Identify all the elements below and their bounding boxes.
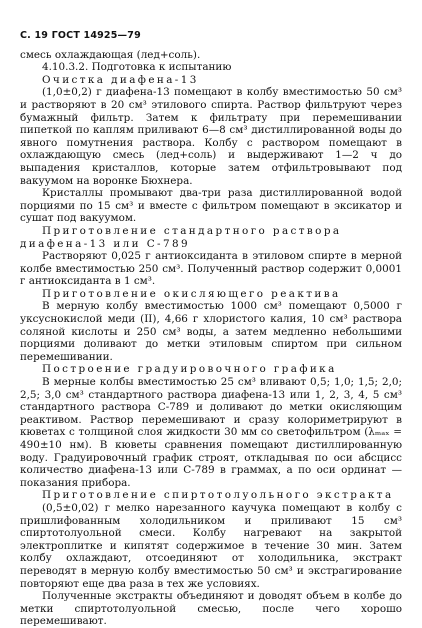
section-heading: Построение градуировочного графика (42, 363, 337, 376)
paragraph: Кристаллы промывают два-три раза дистиллированной водой порциями по 15 см³ и вместе с фильтром помещают в эксикатор и сушат под вакуумом. (20, 187, 402, 225)
paragraph: Растворяют 0,025 г антиоксиданта в этиловом спирте в мерной колбе вместимостью 250 см³. Полученный раствор содержит 0,0001 г антиоксиданта в 1 см³. (20, 250, 402, 288)
page-header: С. 19 ГОСТ 14925—79 (20, 30, 141, 41)
document-body (20, 49, 402, 628)
paragraph: В мерные колбы вместимостью 25 см³ вливают 0,5; 1,0; 1,5; 2,0; 2,5; 3,0 см³ стандартного раствора диафена-13 или 1, 2, 3, 4, 5 см³ стандартного раствора С-789 и доливают до метки окисляющим реактивом. Раствор перемешивают и сразу колориметрируют в кюветах с толщиной слоя жидкости 30 мм со светофильтром (λₘₐₓ = 490±10 нм). В кюветы сравнения помещают дистиллированную воду. Градуировочный график строят, откладывая по оси абсцисс количество диафена-13 или С-789 в граммах, а по оси ординат — показания прибора. (20, 376, 402, 489)
section-heading: Приготовление окисляющего реактива (42, 287, 341, 300)
paragraph: Полученные экстракты объединяют и доводят объем в колбе до метки спиртотолуольной смесью, после чего хорошо перемешивают. (20, 590, 402, 628)
paragraph: 4.10.3.2. Подготовка к испытанию (42, 61, 232, 74)
section-heading: Приготовление стандартного раствора диафена-13 или С-789 (20, 224, 342, 250)
section-heading: Приготовление спиртотолуольного экстракта (42, 489, 394, 502)
paragraph: В мерную колбу вместимостью 1000 см³ помещают 0,5000 г уксуснокислой меди (II), 4,66 г хлористого калия, 10 см³ раствора соляной кислоты и 250 см³ воды, а затем медленно небольшими порциями доливают до метки этиловым спиртом при сильном перемешивании. (20, 300, 402, 363)
paragraph: (1,0±0,2) г диафена-13 помещают в колбу вместимостью 50 см³ и растворяют в 20 см³ этилового спирта. Раствор фильтруют через бумажный фильтр. Затем к фильтрату при перемешивании пипеткой по каплям приливают 6—8 см³ дистиллированной воды до явного помутнения раствора. Колбу с раствором помещают в охлаждающую смесь (лед+соль) и выдерживают 1—2 ч до выпадения кристаллов, которые затем отфильтровывают под вакуумом на воронке Бюхнера. (20, 86, 402, 187)
paragraph: смесь охлаждающая (лед+соль). (20, 48, 201, 61)
paragraph: (0,5±0,02) г мелко нарезанного каучука помещают в колбу с пришлифованным холодильником и приливают 15 см³ спиртотолуольной смеси. Колбу нагревают на закрытой электроплитке и кипятят содержимое в течение 30 мин. Затем колбу охлаждают, отсоединяют от холодильника, экстракт переводят в мерную колбу вместимостью 50 см³ и экстрагирование повторяют еще два раза в тех же условиях. (20, 501, 402, 590)
section-heading: Очистка диафена-13 (42, 73, 199, 86)
